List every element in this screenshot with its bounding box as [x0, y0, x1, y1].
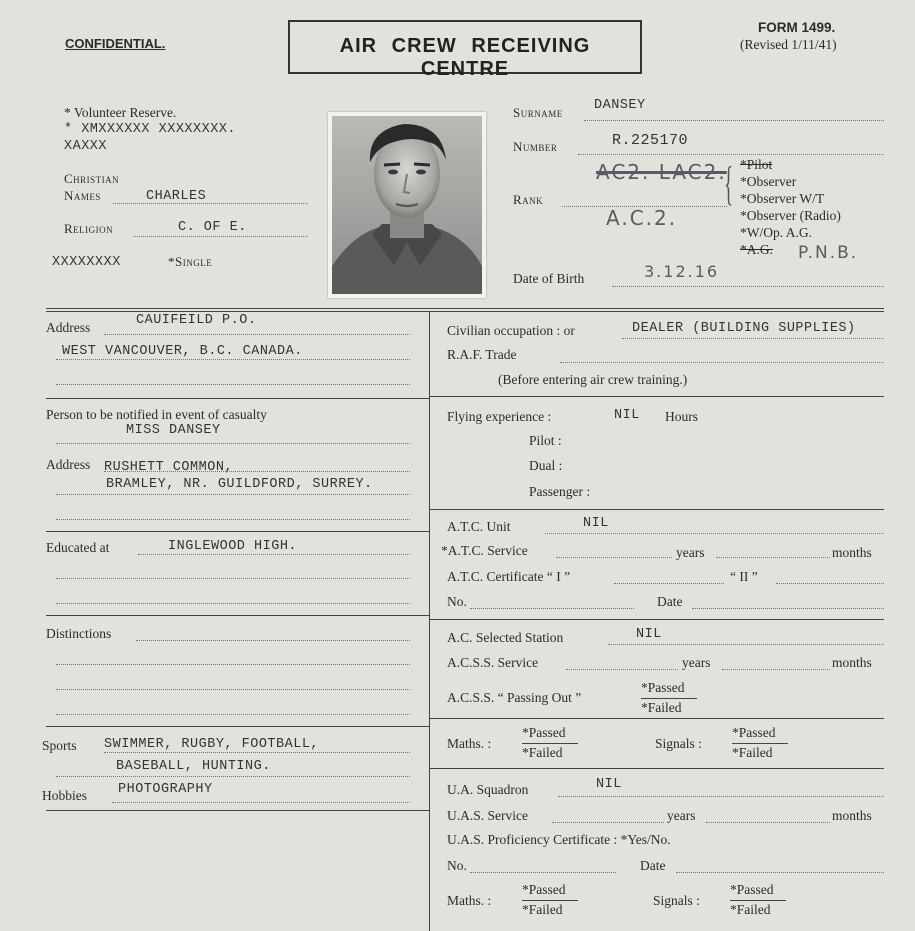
- christian-value: CHARLES: [146, 189, 207, 204]
- surname-label: Surname: [513, 105, 563, 120]
- flying-pilot: Pilot :: [529, 433, 562, 448]
- atc-unit-label: A.T.C. Unit: [447, 519, 511, 534]
- atc-no-label: No.: [447, 594, 467, 609]
- maths1-frac-line: [522, 743, 578, 744]
- rule-right-1: [429, 396, 884, 397]
- address-dots-1: [104, 334, 410, 335]
- hobbies-label: Hobbies: [42, 788, 87, 803]
- uas-no-dots: [470, 872, 616, 873]
- uas-dots-1: [552, 822, 664, 823]
- christian-label-1: Christian: [64, 171, 120, 186]
- rule-right-5: [429, 768, 884, 769]
- atc-service-dots-2: [716, 557, 830, 558]
- acss-passed: *Passed: [641, 680, 685, 695]
- religion-label: Religion: [64, 221, 114, 236]
- confidential-label: CONFIDENTIAL.: [65, 36, 166, 51]
- casualty-dots-4: [56, 519, 410, 520]
- casualty-label: Person to be notified in event of casualty: [46, 407, 267, 422]
- atc-date-label: Date: [657, 594, 683, 609]
- acss-dots-2: [722, 669, 830, 670]
- signals1-passed: *Passed: [732, 725, 776, 740]
- educated-dots-3: [56, 603, 410, 604]
- atc-no-dots: [470, 608, 634, 609]
- casualty-address-label: Address: [46, 457, 91, 472]
- address-dots-3: [56, 384, 410, 385]
- uas-dots-2: [706, 822, 830, 823]
- distinctions-dots-4: [56, 714, 410, 715]
- maths1-failed: *Failed: [522, 745, 563, 760]
- rank-label: Rank: [513, 192, 544, 207]
- acss-frac-line: [641, 698, 697, 699]
- rank-option-ag: *A.G.: [740, 242, 773, 257]
- atc-years: years: [676, 545, 705, 560]
- hobbies-value: PHOTOGRAPHY: [118, 782, 213, 797]
- signals1-failed: *Failed: [732, 745, 773, 760]
- acss-years: years: [682, 655, 711, 670]
- ac-station-dots: [608, 644, 884, 645]
- rank-struck: AC2. LAC2.: [596, 160, 727, 184]
- rank-option-wop-ag: *W/Op. A.G.: [740, 225, 812, 240]
- signals2-frac-line: [730, 900, 786, 901]
- portrait-photo: [328, 112, 486, 298]
- struck-service-2: XAXXX: [64, 139, 108, 154]
- ua-squadron-label: U.A. Squadron: [447, 782, 529, 797]
- atc-cert-label: A.T.C. Certificate “ I ”: [447, 569, 571, 584]
- form-revised: (Revised 1/11/41): [740, 37, 837, 52]
- number-label: Number: [513, 139, 558, 154]
- casualty-dots: [56, 443, 410, 444]
- casualty-name: MISS DANSEY: [126, 423, 221, 438]
- column-divider: [429, 312, 430, 931]
- maths1-passed: *Passed: [522, 725, 566, 740]
- flying-label: Flying experience :: [447, 409, 552, 424]
- christian-dots: [113, 203, 308, 204]
- dob-dots: [612, 286, 884, 287]
- religion-dots: [133, 236, 308, 237]
- educated-label: Educated at: [46, 540, 110, 555]
- number-value: R.225170: [612, 132, 689, 149]
- rule-right-4: [429, 718, 884, 719]
- surname-value: DANSEY: [594, 98, 646, 113]
- number-dots: [578, 154, 884, 155]
- uas-no-label: No.: [447, 858, 467, 873]
- educated-dots-1: [138, 554, 410, 555]
- distinctions-dots-2: [56, 664, 410, 665]
- atc-cert-dots-1: [614, 583, 724, 584]
- volunteer-reserve: * Volunteer Reserve.: [64, 105, 177, 120]
- maths2-label: Maths. :: [447, 893, 492, 908]
- acss-failed: *Failed: [641, 700, 682, 715]
- title-box: [288, 20, 642, 80]
- rule-left-3: [46, 615, 429, 616]
- section-rule-2: [46, 311, 884, 312]
- single-label: *Single: [168, 254, 213, 269]
- form-title: AIR CREW RECEIVING CENTRE: [339, 35, 591, 80]
- uas-years: years: [667, 808, 696, 823]
- surname-dots: [584, 120, 884, 121]
- maths2-failed: *Failed: [522, 902, 563, 917]
- ua-squadron-value: NIL: [596, 777, 622, 792]
- educated-value: INGLEWOOD HIGH.: [168, 539, 298, 554]
- address-dots-2: [56, 359, 410, 360]
- rule-left-5: [46, 810, 429, 811]
- rule-right-2: [429, 509, 884, 510]
- section-rule: [46, 308, 884, 309]
- maths1-label: Maths. :: [447, 736, 492, 751]
- distinctions-label: Distinctions: [46, 626, 112, 641]
- signals1-label: Signals :: [655, 736, 702, 751]
- uas-proficiency: U.A.S. Proficiency Certificate : *Yes/No.: [447, 832, 671, 847]
- marital-struck: XXXXXXXX: [52, 255, 121, 270]
- ac-station-label: A.C. Selected Station: [447, 630, 564, 645]
- flying-value: NIL: [614, 408, 640, 423]
- hobbies-dots: [112, 802, 410, 803]
- rank-option-pilot: *Pilot: [740, 157, 773, 172]
- casualty-dots-3: [56, 494, 410, 495]
- rule-left-4: [46, 726, 429, 727]
- flying-dual: Dual :: [529, 458, 563, 473]
- atc-unit-dots: [545, 533, 884, 534]
- sports-dots-1: [104, 752, 410, 753]
- uas-months: months: [832, 808, 872, 823]
- rank-brace: {: [724, 157, 734, 210]
- address-line1: CAUIFEILD P.O.: [136, 313, 257, 328]
- dob-value: 3.12.16: [644, 262, 720, 281]
- distinctions-dots-1: [136, 640, 410, 641]
- acss-months: months: [832, 655, 872, 670]
- uas-service-label: U.A.S. Service: [447, 808, 528, 823]
- portrait-image: [332, 116, 482, 294]
- flying-unit: Hours: [665, 409, 698, 424]
- signals2-passed: *Passed: [730, 882, 774, 897]
- civilian-label: Civilian occupation : or: [447, 323, 575, 338]
- atc-service-label: *A.T.C. Service: [441, 543, 528, 558]
- uas-date-dots: [676, 872, 884, 873]
- casualty-dots-2: [104, 471, 410, 472]
- rank-option-observer-radio: *Observer (Radio): [740, 208, 841, 223]
- rule-left-2: [46, 531, 429, 532]
- raf-trade-dots: [560, 362, 884, 363]
- casualty-address-2: BRAMLEY, NR. GUILDFORD, SURREY.: [106, 477, 373, 492]
- rank-option-observer: *Observer: [740, 174, 797, 189]
- atc-unit-value: NIL: [583, 516, 609, 531]
- atc-cert-dots-2: [776, 583, 884, 584]
- signals2-failed: *Failed: [730, 902, 771, 917]
- ac-station-value: NIL: [636, 627, 662, 642]
- atc-months: months: [832, 545, 872, 560]
- raf-trade-label: R.A.F. Trade: [447, 347, 517, 362]
- dob-label: Date of Birth: [513, 271, 585, 286]
- christian-label-2: Names: [64, 188, 101, 203]
- signals2-label: Signals :: [653, 893, 700, 908]
- civilian-dots: [622, 338, 884, 339]
- flying-passenger: Passenger :: [529, 484, 591, 499]
- civilian-value: DEALER (BUILDING SUPPLIES): [632, 321, 856, 336]
- rank-annotation: P.N.B.: [798, 243, 859, 263]
- atc-date-dots: [692, 608, 884, 609]
- casualty-address-1: RUSHETT COMMON,: [104, 460, 234, 475]
- acss-service-label: A.C.S.S. Service: [447, 655, 539, 670]
- civilian-note: (Before entering air crew training.): [498, 372, 688, 387]
- address-line2: WEST VANCOUVER, B.C. CANADA.: [62, 344, 303, 359]
- struck-service-1: * XMXXXXXX XXXXXXXX.: [64, 122, 237, 137]
- acss-passing-out: A.C.S.S. “ Passing Out ”: [447, 690, 582, 705]
- rank-option-observer-wt: *Observer W/T: [740, 191, 825, 206]
- maths2-passed: *Passed: [522, 882, 566, 897]
- address-label: Address: [46, 320, 91, 335]
- educated-dots-2: [56, 578, 410, 579]
- rule-right-3: [429, 619, 884, 620]
- sports-label: Sports: [42, 738, 77, 753]
- atc-service-dots-1: [556, 557, 672, 558]
- sports-line2: BASEBALL, HUNTING.: [116, 759, 271, 774]
- rule-left-1: [46, 398, 429, 399]
- religion-value: C. OF E.: [178, 220, 247, 235]
- rank-handwritten: A.C.2.: [606, 206, 678, 230]
- signals1-frac-line: [732, 743, 788, 744]
- uas-date-label: Date: [640, 858, 666, 873]
- atc-cert-ii: “ II ”: [730, 569, 758, 584]
- sports-dots-2: [56, 776, 410, 777]
- acss-dots-1: [566, 669, 678, 670]
- maths2-frac-line: [522, 900, 578, 901]
- form-number: FORM 1499.: [758, 20, 836, 35]
- sports-line1: SWIMMER, RUGBY, FOOTBALL,: [104, 737, 320, 752]
- ua-squadron-dots: [558, 796, 884, 797]
- distinctions-dots-3: [56, 689, 410, 690]
